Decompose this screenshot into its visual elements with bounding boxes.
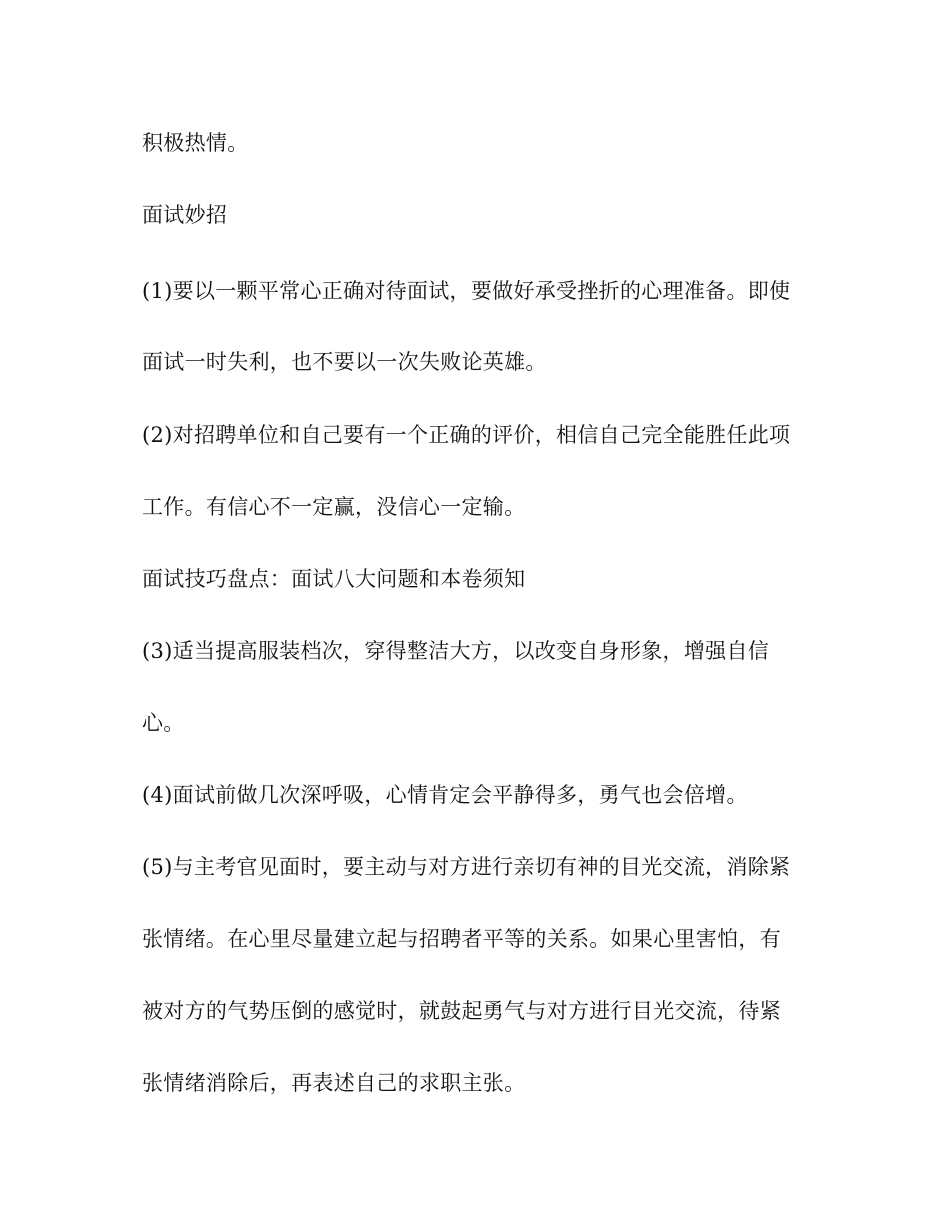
text-line-2-heading: 面试妙招: [142, 203, 228, 227]
text-line-13: 被对方的气势压倒的感觉时，就鼓起勇气与对方进行目光交流，待紧: [142, 999, 781, 1023]
text-line-4: 面试一时失利，也不要以一次失败论英雄。: [142, 350, 547, 374]
text-line-11: (5)与主考官见面时，要主动与对方进行亲切有神的目光交流，消除紧: [142, 855, 791, 879]
text-line-10: (4)面试前做几次深呼吸，心情肯定会平静得多，勇气也会倍增。: [142, 783, 748, 807]
text-line-3: (1)要以一颗平常心正确对待面试，要做好承受挫折的心理准备。即使: [142, 279, 791, 303]
text-line-7-heading: 面试技巧盘点：面试八大问题和本卷须知: [142, 567, 526, 591]
text-line-12: 张情绪。在心里尽量建立起与招聘者平等的关系。如果心里害怕，有: [142, 927, 781, 951]
text-line-1: 积极热情。: [142, 131, 249, 155]
text-line-8: (3)适当提高服装档次，穿得整洁大方，以改变自身形象，增强自信: [142, 639, 770, 663]
text-line-14: 张情绪消除后，再表述自己的求职主张。: [142, 1071, 526, 1095]
text-line-5: (2)对招聘单位和自己要有一个正确的评价，相信自己完全能胜任此项: [142, 423, 791, 447]
text-line-6: 工作。有信心不一定赢，没信心一定输。: [142, 495, 526, 519]
text-line-9: 心。: [142, 711, 185, 735]
